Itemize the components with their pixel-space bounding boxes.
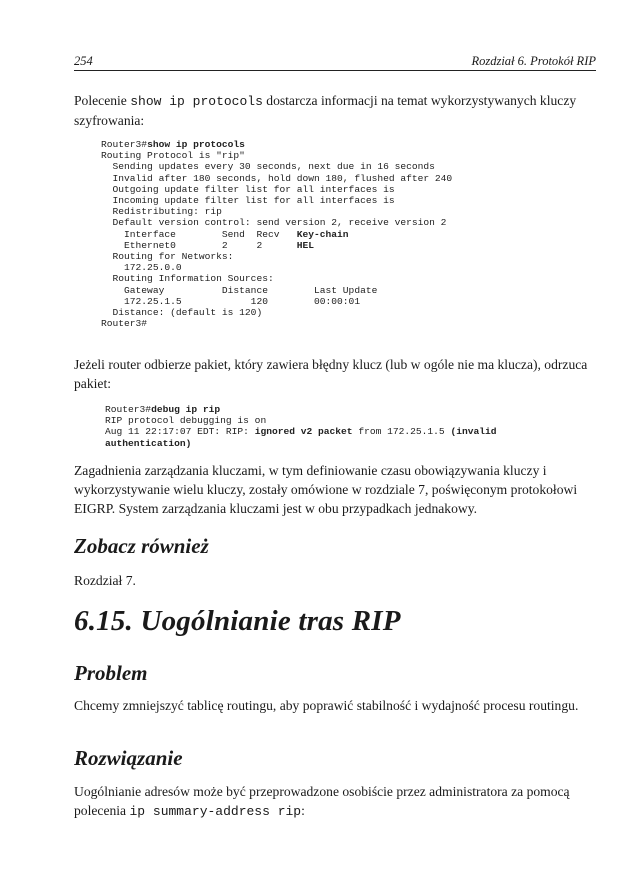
code-line xyxy=(101,206,452,217)
code-bold-text: HEL xyxy=(296,239,315,251)
code-text: 172.25.0.0 xyxy=(101,262,182,274)
code-text: Default version control: send version 2, receive version 2 xyxy=(101,217,447,229)
code-text: from 172.25.1.5 xyxy=(352,426,451,438)
running-header xyxy=(74,54,596,70)
code-bold-text: ignored v2 packet xyxy=(254,426,353,438)
code-line xyxy=(101,184,452,195)
code-text: Aug 11 22:17:07 EDT: RIP: xyxy=(105,426,255,438)
code-text: 172.25.1.5 120 00:00:01 xyxy=(101,295,361,307)
code-line xyxy=(101,229,452,240)
code-text: Routing for Networks: xyxy=(101,251,234,263)
paragraph-invalid-key: Jeżeli router odbierze pakiet, który zawiera błędny klucz (lub w ogóle nie ma klucza), odrzuca pakiet: xyxy=(74,357,588,391)
code-line xyxy=(101,262,452,273)
code-text: Router3# xyxy=(101,139,148,150)
page-number: 254 xyxy=(74,54,93,68)
code-line xyxy=(101,307,452,318)
code-listing-debug-ip-rip xyxy=(105,404,497,449)
code-line xyxy=(101,173,452,184)
code-line xyxy=(101,150,452,161)
solution-paragraph xyxy=(74,782,596,821)
code-text: Incoming update filter list for all interfaces is xyxy=(101,195,395,207)
heading-problem: Problem xyxy=(74,661,148,685)
header-rule xyxy=(74,70,596,71)
code-line xyxy=(101,161,452,172)
code-text: Sending updates every 30 seconds, next due in 16 seconds xyxy=(101,161,435,173)
code-line xyxy=(105,415,497,426)
see-also-reference: Rozdział 7. xyxy=(74,573,136,588)
intro-text-pre: Polecenie xyxy=(74,93,131,108)
code-text: Interface Send Recv xyxy=(101,228,297,240)
code-bold-text: (invalid xyxy=(450,426,497,438)
code-text: Router3# xyxy=(101,318,148,330)
code-text: Gateway Distance Last Update xyxy=(101,284,378,296)
intro-text-post: dostarcza informacji na temat wykorzystywanych kluczy szyfrowania: xyxy=(74,93,577,128)
solution-command: ip summary-address rip xyxy=(129,804,302,819)
code-line xyxy=(105,404,497,415)
code-line xyxy=(101,296,452,307)
code-text: Router3# xyxy=(105,404,152,415)
intro-paragraph xyxy=(74,91,596,130)
code-line xyxy=(101,240,452,251)
code-line xyxy=(101,217,452,228)
code-text: Ethernet0 2 2 xyxy=(101,239,297,251)
code-text: Routing Protocol is "rip" xyxy=(101,150,245,162)
chapter-title: Rozdział 6. Protokół RIP xyxy=(471,54,596,68)
code-text: Redistributing: rip xyxy=(101,206,222,218)
code-listing-show-ip-protocols xyxy=(101,139,452,329)
code-line xyxy=(101,251,452,262)
code-bold-text: Key-chain xyxy=(296,228,349,240)
code-line xyxy=(101,285,452,296)
heading-see-also: Zobacz również xyxy=(74,534,209,558)
code-line xyxy=(101,195,452,206)
code-line xyxy=(101,139,452,150)
intro-command: show ip protocols xyxy=(130,94,263,109)
code-line xyxy=(101,273,452,284)
section-title: 6.15. Uogólnianie tras RIP xyxy=(74,605,401,637)
code-text: Invalid after 180 seconds, hold down 180, flushed after 240 xyxy=(101,172,453,184)
code-line xyxy=(105,438,497,449)
paragraph-key-management: Zagadnienia zarządzania kluczami, w tym definiowanie czasu obowiązywania kluczy i wykorzystywanie wielu kluczy, zostały omówione w rozdziale 7, poświęconym protokołowi EIGRP. System zarządzania kluczami jest w obu przypadkach jednakowy. xyxy=(74,463,578,516)
code-text: RIP protocol debugging is on xyxy=(105,415,267,427)
code-text: Outgoing update filter list for all interfaces is xyxy=(101,183,395,195)
code-line xyxy=(101,318,452,329)
code-bold-text: authentication) xyxy=(105,437,192,449)
solution-text-post: : xyxy=(301,803,305,818)
code-text: Distance: (default is 120) xyxy=(101,307,263,319)
problem-paragraph: Chcemy zmniejszyć tablicę routingu, aby poprawić stabilność i wydajność procesu routingu. xyxy=(74,698,579,713)
code-bold-text: show ip protocols xyxy=(147,139,245,150)
code-bold-text: debug ip rip xyxy=(151,404,221,415)
solution-text-pre: Uogólnianie adresów może być przeprowadzone osobiście przez administratora za pomocą polecenia xyxy=(74,784,570,818)
code-text: Routing Information Sources: xyxy=(101,273,274,285)
heading-solution: Rozwiązanie xyxy=(74,746,183,770)
code-line xyxy=(105,426,497,437)
